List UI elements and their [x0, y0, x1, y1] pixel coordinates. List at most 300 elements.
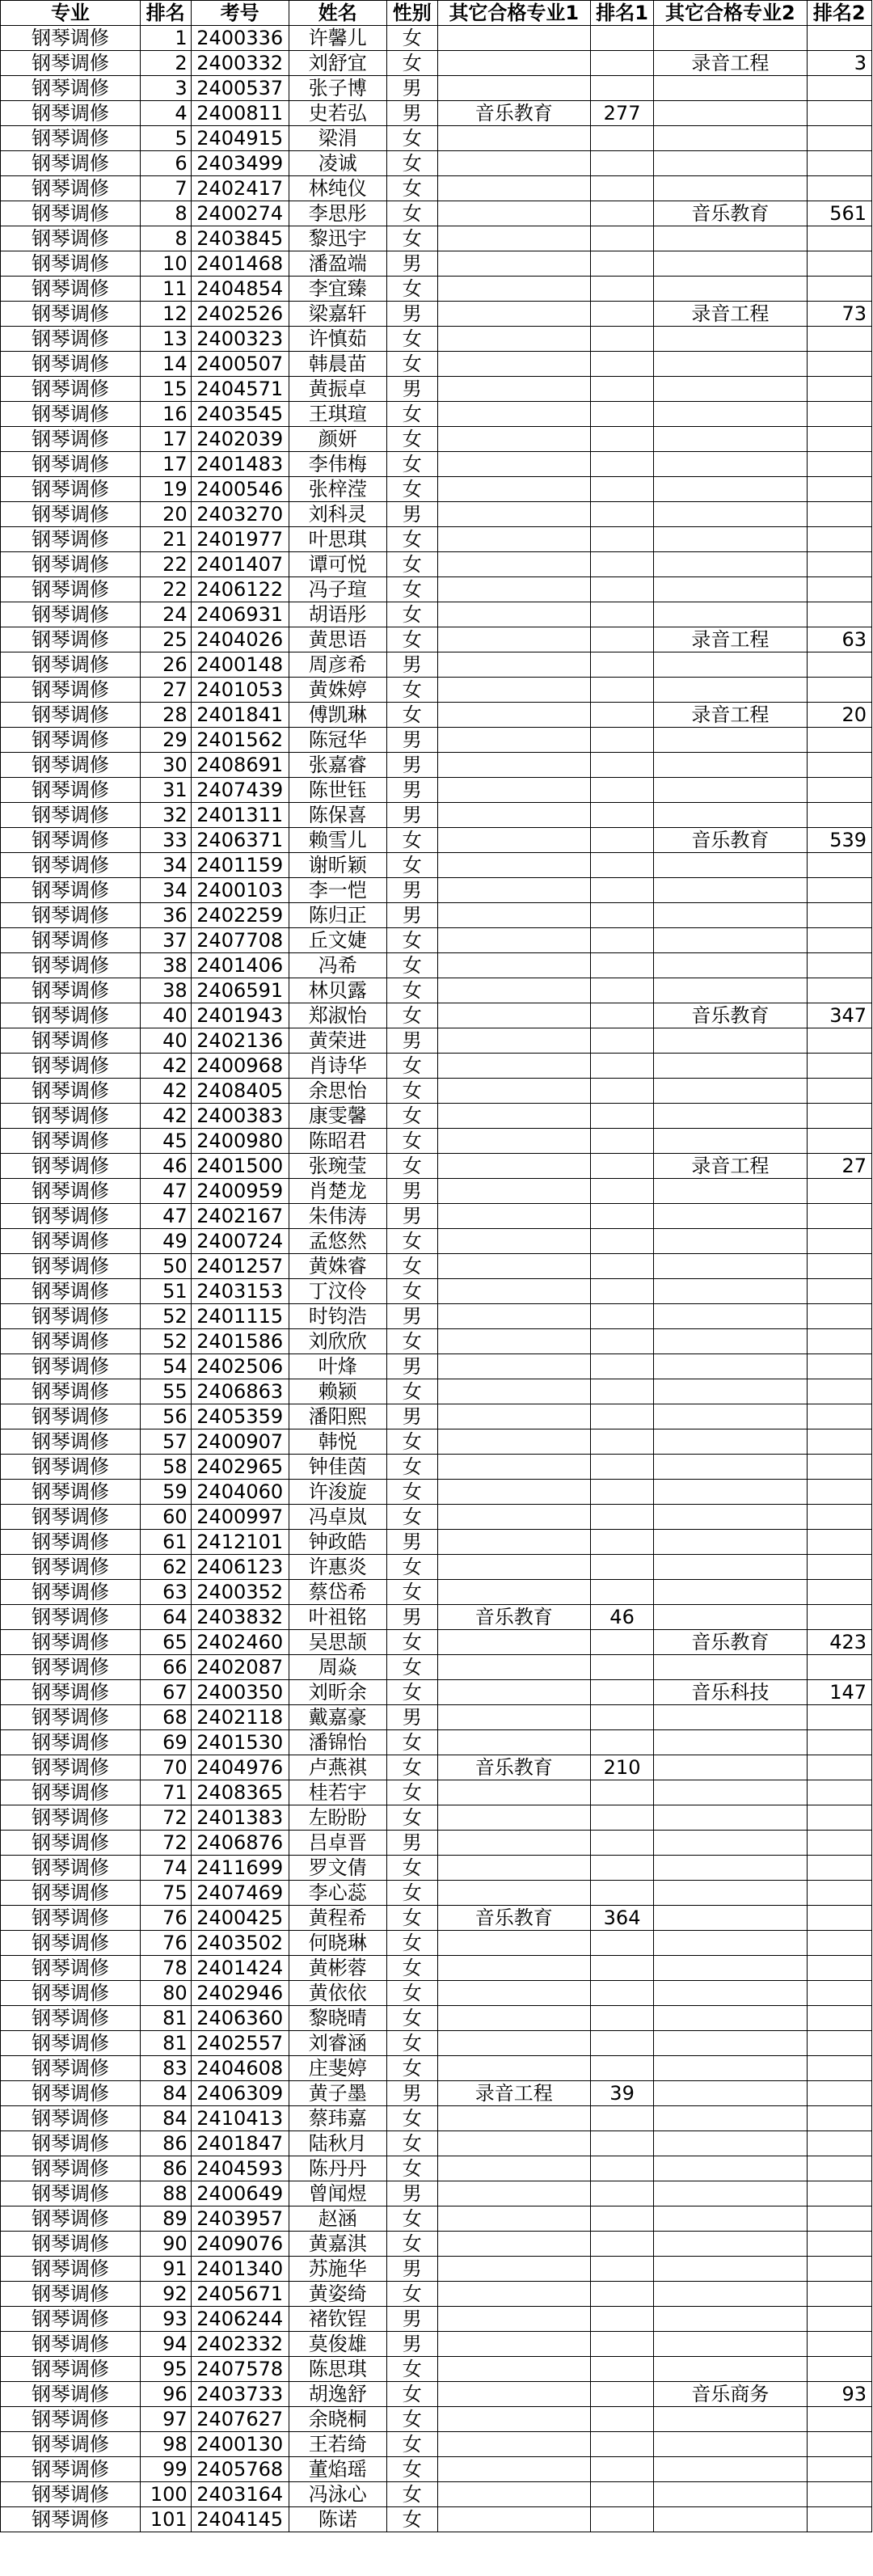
cell-major: 钢琴调修: [1, 2257, 141, 2282]
cell-rank-2: [807, 1755, 871, 1780]
table-row: [1, 928, 872, 953]
cell-other-major-1: [437, 2457, 590, 2482]
cell-exam-id: 2401468: [191, 251, 289, 277]
cell-gender: 女: [386, 602, 437, 627]
table-row: [1, 1680, 872, 1705]
cell-exam-id: 2405671: [191, 2282, 289, 2307]
cell-rank-1: [590, 1354, 653, 1379]
cell-major: 钢琴调修: [1, 2181, 141, 2206]
cell-gender: 女: [386, 678, 437, 703]
cell-gender: 男: [386, 251, 437, 277]
cell-name: 张梓滢: [289, 477, 386, 502]
cell-rank: 101: [140, 2507, 191, 2532]
cell-other-major-1: [437, 1981, 590, 2006]
cell-other-major-1: [437, 1655, 590, 1680]
table-row: [1, 1780, 872, 1805]
cell-rank-1: [590, 2257, 653, 2282]
cell-major: 钢琴调修: [1, 1931, 141, 1956]
cell-name: 左盼盼: [289, 1805, 386, 1831]
cell-exam-id: 2404145: [191, 2507, 289, 2532]
cell-rank-1: [590, 151, 653, 176]
cell-exam-id: 2406876: [191, 1831, 289, 1856]
cell-major: 钢琴调修: [1, 1028, 141, 1054]
cell-rank-2: [807, 1455, 871, 1480]
cell-gender: 女: [386, 1856, 437, 1881]
cell-major: 钢琴调修: [1, 2357, 141, 2382]
table-row: [1, 1505, 872, 1530]
cell-major: 钢琴调修: [1, 402, 141, 427]
cell-rank: 96: [140, 2382, 191, 2407]
table-row: [1, 1129, 872, 1154]
cell-other-major-2: [654, 903, 807, 928]
cell-name: 许慎茹: [289, 327, 386, 352]
cell-major: 钢琴调修: [1, 1906, 141, 1931]
cell-gender: 女: [386, 1555, 437, 1580]
cell-rank: 86: [140, 2131, 191, 2156]
cell-exam-id: 2401483: [191, 452, 289, 477]
cell-rank-1: [590, 2407, 653, 2432]
cell-gender: 女: [386, 1680, 437, 1705]
cell-rank-1: [590, 928, 653, 953]
cell-other-major-1: [437, 201, 590, 226]
cell-rank-1: [590, 201, 653, 226]
cell-rank-2: [807, 753, 871, 778]
cell-exam-id: 2401407: [191, 552, 289, 577]
cell-other-major-1: [437, 2056, 590, 2081]
table-row: [1, 101, 872, 126]
cell-major: 钢琴调修: [1, 76, 141, 101]
cell-exam-id: 2406360: [191, 2006, 289, 2031]
cell-rank-2: [807, 577, 871, 602]
cell-major: 钢琴调修: [1, 1455, 141, 1480]
cell-other-major-1: [437, 502, 590, 527]
cell-rank-2: [807, 2482, 871, 2507]
cell-other-major-1: [437, 1379, 590, 1404]
cell-name: 冯卓岚: [289, 1505, 386, 1530]
cell-other-major-1: [437, 627, 590, 652]
cell-other-major-1: [437, 1530, 590, 1555]
header-row: [1, 1, 872, 26]
cell-rank: 89: [140, 2206, 191, 2232]
cell-name: 桂若宇: [289, 1780, 386, 1805]
table-row: [1, 2206, 872, 2232]
cell-rank-2: 93: [807, 2382, 871, 2407]
cell-rank: 3: [140, 76, 191, 101]
cell-other-major-2: [654, 1404, 807, 1429]
cell-other-major-1: [437, 1805, 590, 1831]
table-row: [1, 1605, 872, 1630]
header-other-major-1: 其它合格专业1: [437, 1, 590, 26]
cell-gender: 男: [386, 1179, 437, 1204]
cell-rank-2: [807, 1805, 871, 1831]
cell-rank-2: [807, 1881, 871, 1906]
cell-other-major-1: [437, 1204, 590, 1229]
cell-exam-id: 2400332: [191, 51, 289, 76]
cell-major: 钢琴调修: [1, 2482, 141, 2507]
cell-other-major-1: [437, 2006, 590, 2031]
cell-other-major-1: [437, 1730, 590, 1755]
cell-exam-id: 2401530: [191, 1730, 289, 1755]
cell-rank-1: [590, 1179, 653, 1204]
table-row: [1, 2507, 872, 2532]
cell-major: 钢琴调修: [1, 1204, 141, 1229]
cell-other-major-2: 音乐教育: [654, 201, 807, 226]
cell-gender: 男: [386, 1354, 437, 1379]
cell-major: 钢琴调修: [1, 1229, 141, 1254]
cell-rank-2: [807, 502, 871, 527]
cell-gender: 女: [386, 126, 437, 151]
cell-exam-id: 2411699: [191, 1856, 289, 1881]
cell-rank-1: [590, 1379, 653, 1404]
cell-rank-2: [807, 277, 871, 302]
cell-exam-id: 2400323: [191, 327, 289, 352]
cell-name: 李一恺: [289, 878, 386, 903]
cell-major: 钢琴调修: [1, 1705, 141, 1730]
cell-rank-2: [807, 2206, 871, 2232]
cell-name: 韩晨苗: [289, 352, 386, 377]
cell-major: 钢琴调修: [1, 2332, 141, 2357]
header-name: 姓名: [289, 1, 386, 26]
cell-major: 钢琴调修: [1, 2457, 141, 2482]
cell-other-major-1: [437, 1881, 590, 1906]
cell-rank-2: [807, 1304, 871, 1329]
cell-gender: 女: [386, 1655, 437, 1680]
cell-other-major-2: [654, 1329, 807, 1354]
table-row: [1, 1003, 872, 1028]
cell-rank-2: [807, 1580, 871, 1605]
cell-major: 钢琴调修: [1, 427, 141, 452]
cell-other-major-2: [654, 878, 807, 903]
cell-rank: 70: [140, 1755, 191, 1780]
cell-name: 冯子瑄: [289, 577, 386, 602]
cell-other-major-1: [437, 427, 590, 452]
cell-rank-1: [590, 1480, 653, 1505]
cell-name: 张子博: [289, 76, 386, 101]
cell-other-major-2: 音乐商务: [654, 2382, 807, 2407]
cell-major: 钢琴调修: [1, 1580, 141, 1605]
cell-rank-2: [807, 1254, 871, 1279]
cell-rank-1: [590, 76, 653, 101]
cell-name: 曾闻煜: [289, 2181, 386, 2206]
cell-rank: 93: [140, 2307, 191, 2332]
cell-gender: 男: [386, 778, 437, 803]
cell-other-major-2: [654, 1881, 807, 1906]
table-row: [1, 477, 872, 502]
cell-gender: 女: [386, 402, 437, 427]
cell-rank-2: [807, 1530, 871, 1555]
cell-major: 钢琴调修: [1, 1956, 141, 1981]
cell-exam-id: 2410413: [191, 2106, 289, 2131]
cell-major: 钢琴调修: [1, 377, 141, 402]
cell-rank: 69: [140, 1730, 191, 1755]
cell-exam-id: 2407627: [191, 2407, 289, 2432]
cell-other-major-1: [437, 26, 590, 51]
cell-exam-id: 2400959: [191, 1179, 289, 1204]
cell-rank-2: [807, 678, 871, 703]
cell-rank-2: [807, 2106, 871, 2131]
cell-name: 凌诚: [289, 151, 386, 176]
cell-gender: 女: [386, 1429, 437, 1455]
cell-rank: 54: [140, 1354, 191, 1379]
cell-rank-2: [807, 1104, 871, 1129]
cell-major: 钢琴调修: [1, 577, 141, 602]
cell-other-major-2: [654, 678, 807, 703]
cell-rank-1: [590, 2357, 653, 2382]
table-row: [1, 1154, 872, 1179]
cell-rank: 14: [140, 352, 191, 377]
cell-rank-2: [807, 2006, 871, 2031]
cell-major: 钢琴调修: [1, 2206, 141, 2232]
cell-name: 赵涵: [289, 2206, 386, 2232]
cell-gender: 男: [386, 1530, 437, 1555]
cell-name: 丁汶伶: [289, 1279, 386, 1304]
cell-exam-id: 2402557: [191, 2031, 289, 2056]
cell-rank-2: [807, 1028, 871, 1054]
cell-major: 钢琴调修: [1, 703, 141, 728]
table-row: [1, 1981, 872, 2006]
cell-rank: 32: [140, 803, 191, 828]
cell-rank: 74: [140, 1856, 191, 1881]
cell-name: 余思怡: [289, 1079, 386, 1104]
cell-other-major-1: [437, 1179, 590, 1204]
cell-gender: 女: [386, 176, 437, 201]
cell-name: 林贝露: [289, 978, 386, 1003]
header-major: 专业: [1, 1, 141, 26]
cell-rank-2: [807, 2131, 871, 2156]
cell-other-major-2: [654, 1279, 807, 1304]
cell-exam-id: 2401977: [191, 527, 289, 552]
cell-other-major-2: [654, 1104, 807, 1129]
cell-other-major-1: [437, 151, 590, 176]
cell-gender: 女: [386, 552, 437, 577]
cell-rank-2: [807, 1429, 871, 1455]
table-row: [1, 1655, 872, 1680]
cell-major: 钢琴调修: [1, 853, 141, 878]
cell-rank-2: [807, 1229, 871, 1254]
cell-other-major-2: [654, 1856, 807, 1881]
cell-rank-2: [807, 2031, 871, 2056]
cell-name: 陈归正: [289, 903, 386, 928]
cell-rank: 40: [140, 1028, 191, 1054]
cell-gender: 女: [386, 1480, 437, 1505]
cell-exam-id: 2406122: [191, 577, 289, 602]
cell-gender: 女: [386, 1129, 437, 1154]
table-row: [1, 1179, 872, 1204]
cell-rank: 81: [140, 2031, 191, 2056]
cell-name: 庄斐婷: [289, 2056, 386, 2081]
cell-other-major-1: [437, 953, 590, 978]
cell-rank: 66: [140, 1655, 191, 1680]
cell-other-major-1: [437, 2181, 590, 2206]
cell-rank-2: [807, 728, 871, 753]
cell-name: 苏施华: [289, 2257, 386, 2282]
cell-major: 钢琴调修: [1, 1179, 141, 1204]
cell-rank-2: [807, 402, 871, 427]
table-row: [1, 828, 872, 853]
cell-exam-id: 2402417: [191, 176, 289, 201]
cell-other-major-2: [654, 1179, 807, 1204]
cell-name: 梁嘉轩: [289, 302, 386, 327]
cell-name: 陈丹丹: [289, 2156, 386, 2181]
cell-name: 黄程希: [289, 1906, 386, 1931]
cell-rank: 49: [140, 1229, 191, 1254]
cell-major: 钢琴调修: [1, 1104, 141, 1129]
cell-rank-2: [807, 1379, 871, 1404]
cell-name: 赖颍: [289, 1379, 386, 1404]
cell-major: 钢琴调修: [1, 2382, 141, 2407]
cell-rank-1: [590, 452, 653, 477]
cell-gender: 女: [386, 2382, 437, 2407]
table-row: [1, 1104, 872, 1129]
cell-other-major-2: [654, 2507, 807, 2532]
cell-other-major-1: [437, 552, 590, 577]
cell-rank-1: [590, 1981, 653, 2006]
cell-gender: 女: [386, 1054, 437, 1079]
cell-rank-1: [590, 803, 653, 828]
cell-gender: 女: [386, 277, 437, 302]
cell-major: 钢琴调修: [1, 2006, 141, 2031]
cell-rank: 55: [140, 1379, 191, 1404]
cell-other-major-2: 录音工程: [654, 627, 807, 652]
cell-gender: 男: [386, 1028, 437, 1054]
cell-other-major-1: 音乐教育: [437, 1605, 590, 1630]
cell-rank: 52: [140, 1304, 191, 1329]
cell-rank-1: [590, 1429, 653, 1455]
cell-other-major-2: [654, 1229, 807, 1254]
cell-rank: 56: [140, 1404, 191, 1429]
cell-other-major-2: [654, 1906, 807, 1931]
cell-other-major-1: [437, 678, 590, 703]
cell-rank-1: [590, 176, 653, 201]
cell-rank: 7: [140, 176, 191, 201]
cell-rank-1: [590, 1304, 653, 1329]
cell-name: 黎晓晴: [289, 2006, 386, 2031]
cell-rank-1: [590, 2006, 653, 2031]
table-row: [1, 402, 872, 427]
cell-gender: 女: [386, 1379, 437, 1404]
cell-other-major-2: [654, 277, 807, 302]
cell-other-major-1: [437, 1580, 590, 1605]
header-other-major-2: 其它合格专业2: [654, 1, 807, 26]
cell-gender: 男: [386, 2307, 437, 2332]
cell-rank-2: [807, 1079, 871, 1104]
cell-exam-id: 2401424: [191, 1956, 289, 1981]
table-row: [1, 452, 872, 477]
table-row: [1, 1805, 872, 1831]
table-row: [1, 1580, 872, 1605]
cell-name: 潘盈端: [289, 251, 386, 277]
cell-rank-1: [590, 1329, 653, 1354]
cell-gender: 女: [386, 2206, 437, 2232]
cell-rank-1: [590, 1003, 653, 1028]
cell-gender: 女: [386, 1580, 437, 1605]
cell-major: 钢琴调修: [1, 1054, 141, 1079]
cell-other-major-1: [437, 2156, 590, 2181]
cell-other-major-2: [654, 978, 807, 1003]
table-row: [1, 602, 872, 627]
cell-rank: 60: [140, 1505, 191, 1530]
cell-name: 冯泳心: [289, 2482, 386, 2507]
cell-rank-2: [807, 2407, 871, 2432]
cell-major: 钢琴调修: [1, 352, 141, 377]
cell-major: 钢琴调修: [1, 1254, 141, 1279]
cell-other-major-1: [437, 126, 590, 151]
cell-exam-id: 2401257: [191, 1254, 289, 1279]
cell-other-major-1: [437, 1054, 590, 1079]
cell-other-major-2: [654, 1254, 807, 1279]
cell-rank-2: [807, 377, 871, 402]
cell-rank-1: [590, 953, 653, 978]
cell-other-major-2: [654, 2156, 807, 2181]
table-row: [1, 1856, 872, 1881]
cell-rank-2: [807, 1931, 871, 1956]
cell-gender: 女: [386, 2282, 437, 2307]
table-row: [1, 978, 872, 1003]
cell-other-major-1: [437, 1079, 590, 1104]
cell-other-major-1: [437, 803, 590, 828]
cell-exam-id: 2412101: [191, 1530, 289, 1555]
cell-name: 莫俊雄: [289, 2332, 386, 2357]
cell-rank: 76: [140, 1906, 191, 1931]
cell-name: 周彦希: [289, 652, 386, 678]
cell-gender: 女: [386, 1780, 437, 1805]
table-row: [1, 652, 872, 678]
cell-other-major-2: [654, 1129, 807, 1154]
cell-name: 潘锦怡: [289, 1730, 386, 1755]
cell-name: 李宜臻: [289, 277, 386, 302]
cell-rank-1: [590, 352, 653, 377]
cell-rank-2: [807, 552, 871, 577]
cell-rank-1: [590, 1680, 653, 1705]
cell-rank-2: [807, 2257, 871, 2282]
cell-major: 钢琴调修: [1, 126, 141, 151]
cell-other-major-1: [437, 602, 590, 627]
cell-name: 陈冠华: [289, 728, 386, 753]
cell-other-major-2: [654, 753, 807, 778]
cell-rank: 34: [140, 853, 191, 878]
cell-gender: 男: [386, 1204, 437, 1229]
cell-name: 吕卓晋: [289, 1831, 386, 1856]
cell-other-major-1: [437, 2131, 590, 2156]
cell-rank-2: 147: [807, 1680, 871, 1705]
cell-rank-1: [590, 1104, 653, 1129]
table-row: [1, 2307, 872, 2332]
cell-rank-2: 3: [807, 51, 871, 76]
cell-exam-id: 2404976: [191, 1755, 289, 1780]
table-row: [1, 753, 872, 778]
cell-other-major-1: [437, 853, 590, 878]
cell-exam-id: 2409076: [191, 2232, 289, 2257]
cell-other-major-1: [437, 1680, 590, 1705]
table-row: [1, 1204, 872, 1229]
cell-name: 陈保喜: [289, 803, 386, 828]
cell-rank-1: [590, 1831, 653, 1856]
cell-rank-1: [590, 1455, 653, 1480]
cell-rank: 98: [140, 2432, 191, 2457]
cell-rank: 63: [140, 1580, 191, 1605]
cell-exam-id: 2401586: [191, 1329, 289, 1354]
table-row: [1, 352, 872, 377]
cell-other-major-2: [654, 1605, 807, 1630]
cell-exam-id: 2406309: [191, 2081, 289, 2106]
cell-rank-1: [590, 1881, 653, 1906]
cell-rank-1: [590, 2432, 653, 2457]
cell-other-major-1: [437, 527, 590, 552]
cell-rank-1: [590, 2382, 653, 2407]
cell-rank-2: [807, 652, 871, 678]
cell-gender: 男: [386, 302, 437, 327]
cell-gender: 女: [386, 853, 437, 878]
